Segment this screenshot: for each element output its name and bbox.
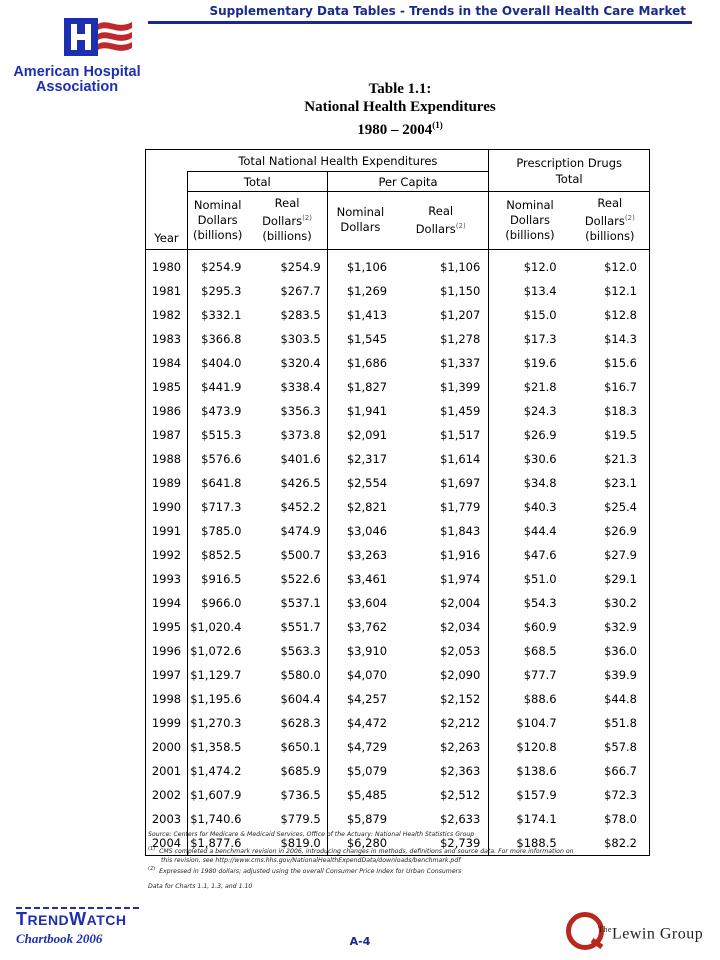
cell-real-per-capita: $1,278 [393,327,489,351]
cell-nominal-per-capita: $3,604 [346,595,388,610]
cell-year: 1988 [146,447,188,471]
aha-name-line1: American Hospital [13,64,141,80]
cell-real-billions: $426.5 [247,471,327,495]
cell-rx-real: $57.8 [571,735,650,759]
footnote-2: $^{(2)}$ Expressed in 1980 dollars; adjusted using the overall Consumer Price Index for Urban Consumers [148,866,462,876]
cell-rx-nominal: $24.3 [523,403,557,418]
running-header-title: Supplementary Data Tables - Trends in the Overall Health Care Market [209,4,686,18]
trendwatch-logo [16,910,140,950]
cell-nominal-billions: $916.5 [201,571,242,586]
table-row [146,327,650,351]
cell-nominal-billions: $332.1 [201,307,242,322]
cell-nominal-per-capita: $4,257 [346,691,388,706]
cell-year: 1992 [146,543,188,567]
cell-rx-nominal: $15.0 [523,307,557,322]
table-row [146,687,650,711]
header-divider [148,21,692,24]
table-row [146,447,650,471]
table-row [146,783,650,807]
col-rx-nominal: Nominal Dollars (billions) [489,192,571,250]
cell-rx-real: $66.7 [571,759,650,783]
cell-real-billions: $401.6 [247,447,327,471]
cell-real-per-capita: $2,633 [393,807,489,831]
cell-real-per-capita: $2,363 [393,759,489,783]
cell-nominal-billions: $966.0 [201,595,242,610]
cell-real-billions: $736.5 [247,783,327,807]
cell-nominal-billions: $1,129.7 [190,667,242,682]
col-rx-real: Real Dollars$^{(2)}$ (billions) [571,192,650,250]
cell-real-per-capita: $2,263 [393,735,489,759]
cell-year: 1990 [146,495,188,519]
cell-rx-real: $78.0 [571,807,650,831]
cell-year: 1982 [146,303,188,327]
cell-rx-real: $82.2 [571,831,650,856]
cell-real-per-capita: $2,090 [393,663,489,687]
aha-name-line2: Association [35,79,119,95]
cell-rx-nominal: $44.4 [523,523,557,538]
table-row [146,591,650,615]
cell-nominal-per-capita: $3,762 [346,619,388,634]
cell-rx-nominal: $157.9 [516,787,557,802]
cell-nominal-billions: $404.0 [201,355,242,370]
cell-real-billions: $254.9 [247,255,327,279]
cell-real-per-capita: $1,697 [393,471,489,495]
cell-real-billions: $474.9 [247,519,327,543]
cell-nominal-per-capita: $2,317 [346,451,388,466]
cell-year: 1999 [146,711,188,735]
cell-year: 1996 [146,639,188,663]
cell-rx-nominal: $12.0 [523,259,557,274]
cell-real-per-capita: $1,916 [393,543,489,567]
table-row [146,711,650,735]
cell-rx-nominal: $60.9 [523,619,557,634]
cell-year: 1986 [146,399,188,423]
cell-year: 1980 [146,255,188,279]
col-real-billions: Real Dollars$^{(2)}$ (billions) [247,192,327,250]
cell-rx-nominal: $47.6 [523,547,557,562]
cell-year: 1985 [146,375,188,399]
table-row [146,639,650,663]
table-row [146,495,650,519]
cell-nominal-per-capita: $2,091 [346,427,388,442]
lewin-wordmark: $^{The}$Lewin Group [598,925,704,943]
cell-rx-nominal: $68.5 [523,643,557,658]
cell-nominal-billions: $717.3 [201,499,242,514]
cell-rx-nominal: $120.8 [516,739,557,754]
cell-rx-nominal: $17.3 [523,331,557,346]
table-years: 1980 – 2004$^{(1)}$ [357,120,443,138]
cell-nominal-billions: $576.6 [201,451,242,466]
cell-nominal-per-capita: $3,046 [346,523,388,538]
cell-year: 1987 [146,423,188,447]
header-row-columns [146,192,650,250]
cell-nominal-billions: $254.9 [201,259,242,274]
cell-rx-real: $21.3 [571,447,650,471]
cell-nominal-billions: $1,072.6 [190,643,242,658]
cell-real-billions: $819.0 [247,831,327,856]
cell-rx-nominal: $138.6 [516,763,557,778]
cell-real-per-capita: $2,152 [393,687,489,711]
cell-nominal-per-capita: $1,413 [346,307,388,322]
cell-real-per-capita: $2,004 [393,591,489,615]
cell-rx-nominal: $51.0 [523,571,557,586]
cell-real-per-capita: $1,399 [393,375,489,399]
cell-year: 1997 [146,663,188,687]
cell-rx-real: $23.1 [571,471,650,495]
cell-nominal-billions: $1,020.4 [190,619,242,634]
cell-rx-real: $26.9 [571,519,650,543]
table-title [180,80,620,139]
cell-rx-real: $15.6 [571,351,650,375]
cell-nominal-billions: $785.0 [201,523,242,538]
cell-nominal-billions: $1,358.5 [190,739,242,754]
cell-real-billions: $500.7 [247,543,327,567]
cell-nominal-per-capita: $5,879 [346,811,388,826]
table-name: National Health Expenditures [304,99,496,115]
cell-nominal-per-capita: $2,554 [346,475,388,490]
cell-rx-nominal: $26.9 [523,427,557,442]
cell-real-billions: $779.5 [247,807,327,831]
prescription-drugs-header: Prescription Drugs Total [489,150,650,192]
cell-real-per-capita: $1,106 [393,255,489,279]
cell-nominal-per-capita: $5,485 [346,787,388,802]
cell-rx-real: $12.0 [571,255,650,279]
cell-rx-real: $25.4 [571,495,650,519]
table-row [146,375,650,399]
cell-year: 1994 [146,591,188,615]
cell-nominal-per-capita: $4,729 [346,739,388,754]
cell-rx-real: $51.8 [571,711,650,735]
cell-real-billions: $580.0 [247,663,327,687]
table-row [146,423,650,447]
cell-rx-real: $18.3 [571,399,650,423]
cell-nominal-per-capita: $1,686 [346,355,388,370]
cell-real-billions: $537.1 [247,591,327,615]
cell-nominal-billions: $295.3 [201,283,242,298]
cell-nominal-per-capita: $1,269 [346,283,388,298]
cell-year: 1998 [146,687,188,711]
cell-real-billions: $604.4 [247,687,327,711]
footnote-1-cont: this revision, see http://www.cms.hhs.gov/NationalHealthExpendData/downloads/benchmark.pdf [161,857,461,865]
cell-nominal-per-capita: $3,461 [346,571,388,586]
table-row [146,399,650,423]
page-number: A-4 [349,935,371,948]
cell-real-billions: $303.5 [247,327,327,351]
cell-nominal-billions: $366.8 [201,331,242,346]
cell-year: 1981 [146,279,188,303]
cell-rx-real: $19.5 [571,423,650,447]
cell-year: 2001 [146,759,188,783]
per-capita-subheader: Per Capita [327,172,489,192]
table-row [146,735,650,759]
cell-nominal-billions: $515.3 [201,427,242,442]
table-notes [148,830,658,891]
cell-rx-nominal: $34.8 [523,475,557,490]
cell-nominal-billions: $1,877.6 [187,831,247,856]
trendwatch-rule [16,907,140,909]
cell-real-per-capita: $1,150 [393,279,489,303]
cell-real-billions: $685.9 [247,759,327,783]
cell-year: 2002 [146,783,188,807]
cell-nominal-billions: $1,270.3 [190,715,242,730]
cell-year: 2000 [146,735,188,759]
cell-real-per-capita: $1,779 [393,495,489,519]
title-footnote-ref: (1) [432,120,443,130]
table-body [146,255,650,856]
col-nominal-billions: Nominal Dollars (billions) [187,192,247,250]
cell-rx-real: $32.9 [571,615,650,639]
cell-nominal-per-capita: $5,079 [346,763,388,778]
cell-rx-nominal: $188.5 [489,831,571,856]
cell-real-per-capita: $2,053 [393,639,489,663]
cell-real-billions: $356.3 [247,399,327,423]
footnote-1: $^{(1)}$ CMS completed a benchmark revision in 2006, introducing changes in methods, definitions and source data. For more information on [148,846,574,856]
header-row-groups [146,150,650,172]
cell-real-billions: $628.3 [247,711,327,735]
cell-real-per-capita: $2,034 [393,615,489,639]
cell-real-billions: $522.6 [247,567,327,591]
cell-rx-real: $39.9 [571,663,650,687]
cell-nominal-billions: $441.9 [201,379,242,394]
table-row [146,279,650,303]
cell-nominal-per-capita: $1,827 [346,379,388,394]
cell-nominal-per-capita: $4,070 [346,667,388,682]
cell-real-per-capita: $1,337 [393,351,489,375]
cell-rx-nominal: $77.7 [523,667,557,682]
hospital-flag-icon [62,16,134,64]
cell-rx-real: $30.2 [571,591,650,615]
chartbook-label: Chartbook 2006 [16,931,103,946]
col-year: Year [146,192,188,250]
col-nominal-per-capita: Nominal Dollars [327,192,393,250]
cell-year: 1989 [146,471,188,495]
expenditures-table [145,149,650,856]
cell-nominal-per-capita: $3,910 [346,643,388,658]
total-subheader: Total [187,172,327,192]
cell-real-billions: $283.5 [247,303,327,327]
cell-nominal-per-capita: $1,545 [346,331,388,346]
cell-real-billions: $267.7 [247,279,327,303]
cell-rx-nominal: $13.4 [523,283,557,298]
source-note: Source: Centers for Medicare & Medicaid Services, Office of the Actuary: National Health Statistics Group [148,831,475,838]
cell-nominal-per-capita: $6,280 [327,831,393,856]
cell-rx-nominal: $54.3 [523,595,557,610]
cell-rx-real: $36.0 [571,639,650,663]
cell-year: 1991 [146,519,188,543]
table-row [146,567,650,591]
cell-real-per-capita: $2,512 [393,783,489,807]
table-row [146,303,650,327]
cell-rx-nominal: $30.6 [523,451,557,466]
cell-real-billions: $563.3 [247,639,327,663]
cell-nominal-billions: $1,195.6 [190,691,242,706]
table-row [146,663,650,687]
cell-year: 1983 [146,327,188,351]
cell-year: 2003 [146,807,188,831]
trendwatch-wordmark: TRENDWATCH [16,909,127,929]
cell-nominal-billions: $852.5 [201,547,242,562]
cell-year: 1995 [146,615,188,639]
aha-logo [6,14,148,100]
cell-rx-real: $12.1 [571,279,650,303]
table-row [146,807,650,831]
cell-rx-real: $12.8 [571,303,650,327]
cell-nominal-billions: $1,607.9 [190,787,242,802]
cell-rx-nominal: $19.6 [523,355,557,370]
table-row [146,255,650,279]
table-row [146,543,650,567]
cell-nominal-billions: $1,474.2 [190,763,242,778]
cell-real-billions: $320.4 [247,351,327,375]
table-number: Table 1.1: [368,81,432,97]
cell-rx-real: $29.1 [571,567,650,591]
cell-real-per-capita: $1,614 [393,447,489,471]
cell-rx-real: $72.3 [571,783,650,807]
table-row [146,519,650,543]
cell-year: 2004 [146,831,188,856]
cell-real-per-capita: $2,212 [393,711,489,735]
cell-nominal-per-capita: $1,941 [346,403,388,418]
cell-nominal-billions: $1,740.6 [190,811,242,826]
cell-rx-nominal: $88.6 [523,691,557,706]
total-nhe-header: Total National Health Expenditures [187,150,488,172]
cell-nominal-billions: $641.8 [201,475,242,490]
cell-rx-nominal: $104.7 [516,715,557,730]
cell-rx-real: $14.3 [571,327,650,351]
cell-real-per-capita: $1,207 [393,303,489,327]
cell-nominal-per-capita: $1,106 [346,259,388,274]
cell-real-billions: $551.7 [247,615,327,639]
cell-year: 1993 [146,567,188,591]
cell-real-per-capita: $2,739 [393,831,489,856]
cell-real-per-capita: $1,843 [393,519,489,543]
table-row [146,759,650,783]
col-real-per-capita: Real Dollars$^{(2)}$ [393,192,489,250]
cell-real-per-capita: $1,459 [393,399,489,423]
cell-real-billions: $452.2 [247,495,327,519]
table-row [146,351,650,375]
cell-nominal-per-capita: $2,821 [346,499,388,514]
cell-rx-nominal: $174.1 [516,811,557,826]
cell-nominal-per-capita: $4,472 [346,715,388,730]
cell-rx-real: $44.8 [571,687,650,711]
cell-year: 1984 [146,351,188,375]
table-row [146,615,650,639]
cell-real-billions: $373.8 [247,423,327,447]
cell-rx-real: $16.7 [571,375,650,399]
cell-real-billions: $650.1 [247,735,327,759]
cell-real-billions: $338.4 [247,375,327,399]
cell-real-per-capita: $1,517 [393,423,489,447]
table-row [146,471,650,495]
cell-real-per-capita: $1,974 [393,567,489,591]
cell-rx-nominal: $40.3 [523,499,557,514]
cell-nominal-per-capita: $3,263 [346,547,388,562]
cell-nominal-billions: $473.9 [201,403,242,418]
lewin-group-logo [566,912,706,952]
cell-rx-real: $27.9 [571,543,650,567]
cell-rx-nominal: $21.8 [523,379,557,394]
chart-reference-note: Data for Charts 1.1, 1.3, and 1.10 [148,883,253,891]
